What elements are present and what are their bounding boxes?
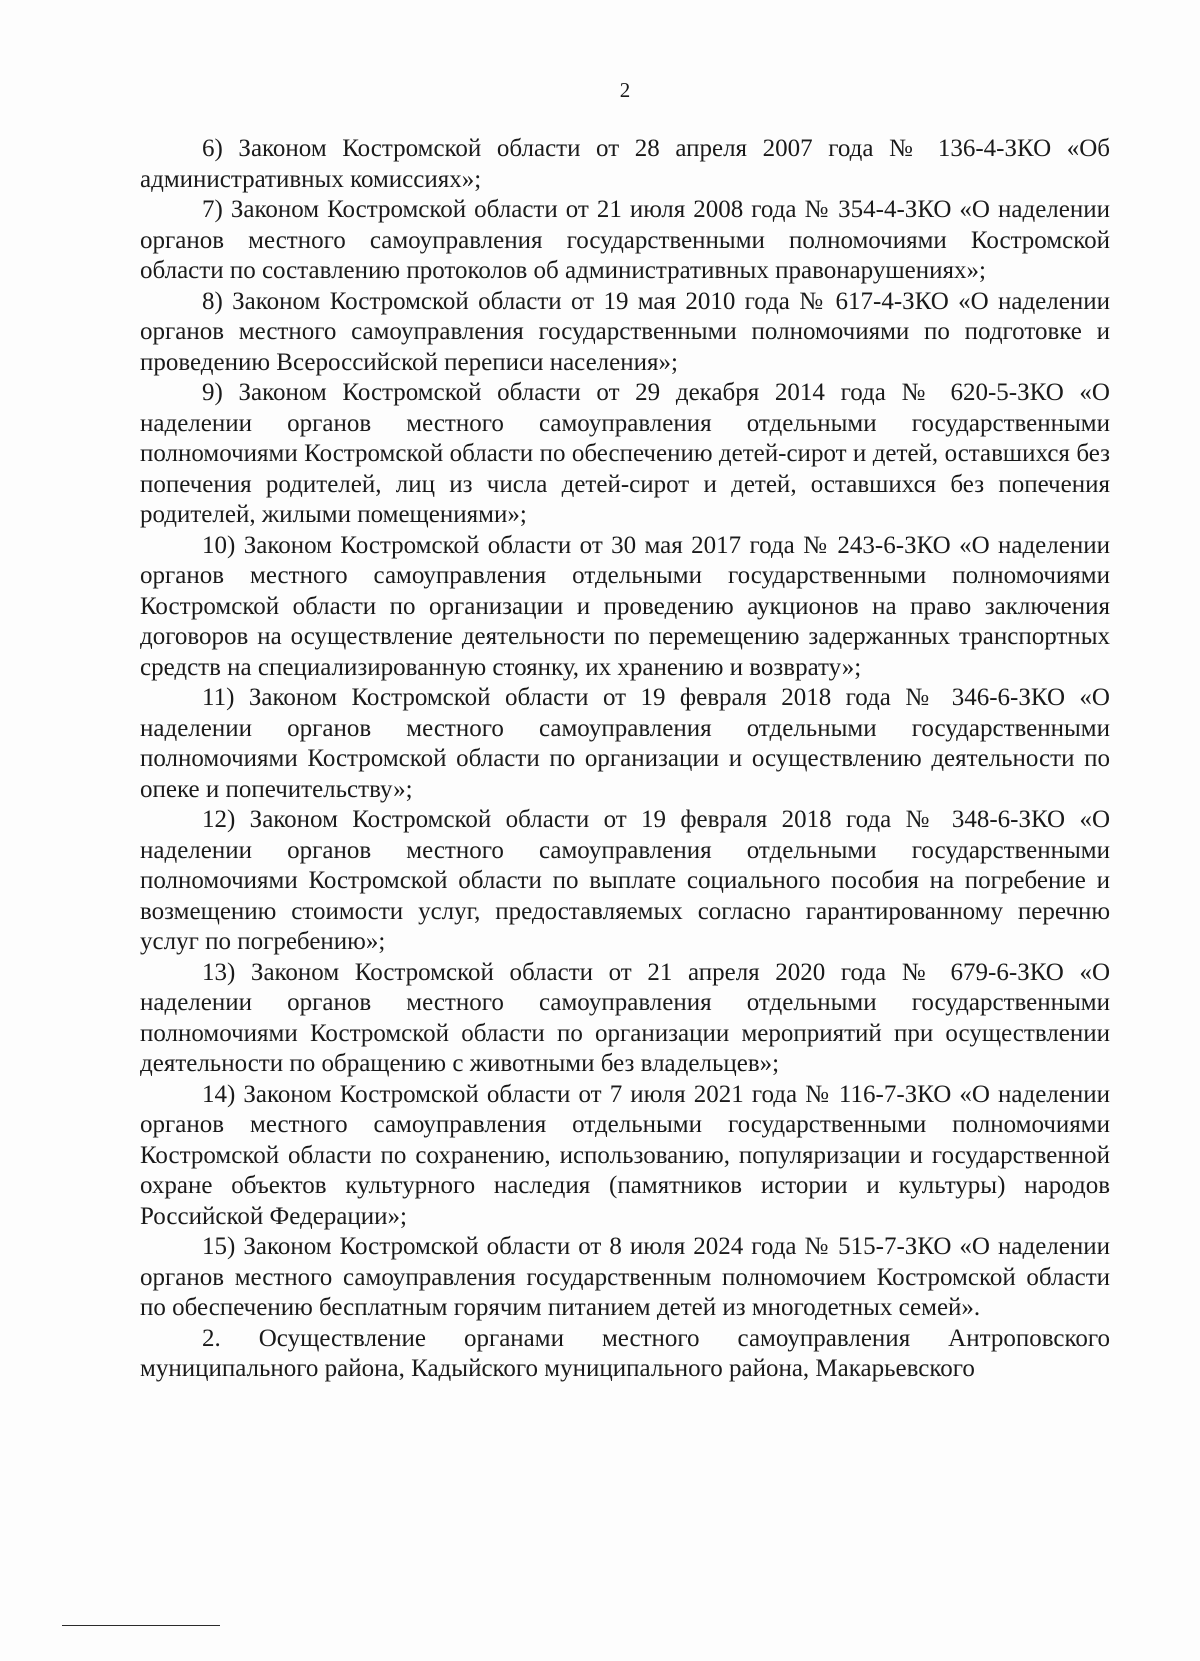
list-item-law-14: 14) Законом Костромской области от 7 июля 2021 года № 116-7-ЗКО «О наделении органов местного самоуправления отдельными государственными полномочиями Костромской области по сохранению, использованию, популяризации и государственной охране объектов культурного наследия (памятников истории и культуры) народов Российской Федерации»;	[140, 1080, 1110, 1230]
footnote-divider	[62, 1625, 220, 1626]
list-item-law-10: 10) Законом Костромской области от 30 мая 2017 года № 243-6-ЗКО «О наделении органов местного самоуправления отдельными государственными полномочиями Костромской области по организации и проведению аукционов на право заключения договоров на осуществление деятельности по перемещению задержанных транспортных средств на специализированную стоянку, их хранению и возврату»;	[140, 531, 1110, 681]
list-item-law-15: 15) Законом Костромской области от 8 июля 2024 года № 515-7-ЗКО «О наделении органов местного самоуправления государственным полномочием Костромской области по обеспечению бесплатным горячим питанием детей из многодетных семей».	[140, 1233, 1110, 1321]
section-2-paragraph: 2. Осуществление органами местного самоуправления Антроповского муниципального района, Кадыйского муниципального района, Макарьевского	[140, 1324, 1110, 1382]
list-item-law-9: 9) Законом Костромской области от 29 декабря 2014 года № 620-5-ЗКО «О наделении органов местного самоуправления отдельными государственными полномочиями Костромской области по обеспечению детей-сирот и детей, оставшихся без попечения родителей, лиц из числа детей-сирот и детей, оставшихся без попечения родителей, жилыми помещениями»;	[140, 379, 1110, 528]
page-number: 2	[619, 78, 631, 102]
list-item-law-7: 7) Законом Костромской области от 21 июля 2008 года № 354-4-ЗКО «О наделении органов местного самоуправления государственными полномочиями Костромской области по составлению протоколов об административных правонарушениях»;	[140, 196, 1110, 284]
list-item-law-8: 8) Законом Костромской области от 19 мая 2010 года № 617-4-ЗКО «О наделении органов местного самоуправления государственными полномочиями по подготовке и проведению Всероссийской переписи населения»;	[140, 287, 1110, 376]
list-item-law-6: 6) Законом Костромской области от 28 апреля 2007 года № 136-4-ЗКО «Об административных комиссиях»;	[140, 135, 1110, 193]
list-item-law-11: 11) Законом Костромской области от 19 февраля 2018 года № 346-6-ЗКО «О наделении органов местного самоуправления отдельными государственными полномочиями Костромской области по организации и осуществлению деятельности по опеке и попечительству»;	[140, 684, 1110, 803]
list-item-law-12: 12) Законом Костромской области от 19 февраля 2018 года № 348-6-ЗКО «О наделении органов местного самоуправления отдельными государственными полномочиями Костромской области по выплате социального пособия на погребение и возмещению стоимости услуг, предоставляемых согласно гарантированному перечню услуг по погребению»;	[140, 806, 1110, 955]
document-body	[140, 134, 1110, 1385]
list-item-law-13: 13) Законом Костромской области от 21 апреля 2020 года № 679-6-ЗКО «О наделении органов местного самоуправления отдельными государственными полномочиями Костромской области по организации мероприятий при осуществлении деятельности по обращению с животными без владельцев»;	[140, 958, 1110, 1077]
